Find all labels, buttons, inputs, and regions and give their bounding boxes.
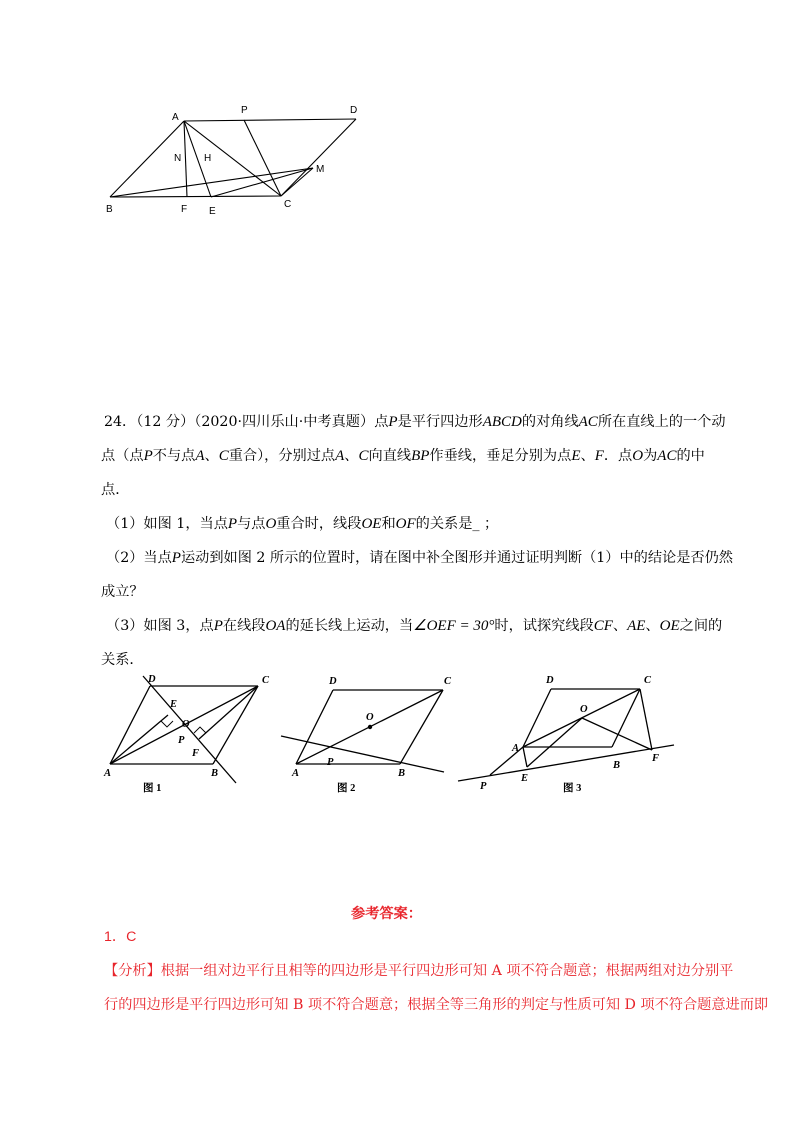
analysis-line-2: 行的四边形是平行四边形可知 B 项不符合题意；根据全等三角形的判定与性质可知 D 项不符合题意进而即 (104, 997, 769, 1013)
label-C: C (284, 199, 292, 210)
q24-text: 之间的 (679, 618, 723, 634)
q24-text: 向直线 (368, 448, 412, 464)
math-var: AE (627, 618, 646, 634)
label-B: B (106, 204, 113, 215)
answer-item-1: 1．C (104, 929, 137, 945)
fig3-OF (582, 718, 652, 750)
fig3-label-C: C (644, 675, 652, 686)
math-var: P (171, 550, 181, 566)
q24-text: 为 (643, 448, 658, 464)
fig2-label-C: C (444, 676, 452, 687)
label-P: P (241, 105, 248, 116)
q24-text: 的延长线上运动，当 (285, 618, 414, 634)
fig1-right-angle-E (161, 721, 173, 727)
seg-BM (110, 168, 313, 197)
analysis-line-1: 【分析】根据一组对边平行且相等的四边形是平行四边形可知 A 项不符合题意；根据两组对边分别平 (104, 963, 734, 979)
label-D: D (350, 105, 358, 116)
figure-1 (103, 674, 270, 794)
q24-text: 的中 (676, 448, 705, 464)
fig3-label-E: E (521, 773, 529, 784)
fig2-point-O (368, 725, 372, 729)
fig3-label-D: D (546, 675, 554, 686)
math-var: OA (265, 618, 286, 634)
math-var: O (632, 448, 644, 464)
math-var: C (358, 448, 369, 464)
figure-2 (281, 676, 452, 794)
seg-PC (244, 120, 281, 196)
label-N: N (174, 153, 182, 164)
fig3-label-B: B (613, 760, 621, 771)
math-var: A (195, 448, 205, 464)
fig1-label-C: C (262, 675, 270, 686)
q24-text: 运动到如图 2 所示的位置时，请在图中补全图形并通过证明判断（1）中的结论是否仍然 (180, 550, 733, 566)
q24-text: 时，试探究线段 (494, 618, 594, 634)
fig1-AE (110, 715, 168, 764)
q24-sub2b: 成立？ (101, 584, 144, 600)
fig2-label-D: D (329, 676, 337, 687)
math-var: O (265, 516, 277, 532)
fig1-label-D: D (148, 674, 156, 685)
math-var: C (218, 448, 229, 464)
fig1-AD (110, 686, 150, 764)
fig1-label-B: B (211, 768, 219, 779)
fig3-label-P: P (480, 781, 487, 792)
q24-sub3a (106, 616, 722, 636)
label-H: H (204, 153, 212, 164)
fig1-label-F: F (192, 748, 200, 759)
q24-text: 作垂线，垂足分别为点 (429, 448, 572, 464)
question-24 (101, 412, 733, 668)
q24-text: （1）如图 1，当点 (106, 516, 228, 532)
figure-3 (458, 675, 674, 794)
q24-text: 在线段 (222, 618, 266, 634)
q24-text: ．点 (603, 448, 633, 464)
q24-sub1 (106, 514, 498, 534)
q24-text: 重合），分别过点 (228, 448, 336, 464)
fig3-AD (523, 689, 551, 747)
figures-row (0, 670, 800, 810)
q24-text: 、 (204, 448, 219, 464)
math-var: AC (578, 414, 598, 430)
q24-text: 点 (374, 414, 389, 430)
math-expression: ∠OEF = 30° (413, 618, 495, 634)
q24-source: （2020·四川乐山·中考真题） (194, 414, 375, 430)
q24-text: 、 (580, 448, 595, 464)
fig2-BP-line (281, 736, 444, 772)
fig3-caption: 图 3 (563, 783, 582, 794)
q24-line1 (104, 412, 726, 432)
fig2-AD (296, 690, 333, 764)
fig1-label-P: P (178, 735, 185, 746)
q24-sub2a (106, 548, 733, 568)
label-E: E (209, 206, 216, 217)
q24-text: 是平行四边形 (397, 414, 483, 430)
q24-text: 、 (645, 618, 660, 634)
math-var: BP (411, 448, 430, 464)
math-var: OE (659, 618, 680, 634)
fig3-OE (527, 718, 582, 767)
math-var: CF (593, 618, 613, 634)
fig2-label-P: P (327, 757, 334, 768)
q24-text: （2）当点 (106, 550, 172, 566)
fig1-caption: 图 1 (143, 783, 162, 794)
fig2-label-A: A (292, 768, 300, 779)
top-geometry-figure (0, 0, 800, 230)
math-var: P (388, 414, 398, 430)
seg-BC (110, 196, 281, 197)
q24-text: 重合时，线段 (276, 516, 362, 532)
answers-title: 参考答案： (351, 906, 422, 922)
fig3-label-O: O (580, 704, 588, 715)
fig3-CF (640, 689, 652, 750)
q24-text: 点（点 (101, 448, 144, 464)
q24-text: 和 (381, 516, 396, 532)
math-var: P (213, 618, 223, 634)
fig1-label-O: O (182, 719, 190, 730)
fig3-label-F: F (652, 753, 660, 764)
q24-text: 的关系是_ ； (415, 516, 499, 532)
fig1-right-angle-F (194, 727, 206, 733)
q24-text: 与点 (237, 516, 266, 532)
fig2-label-O: O (366, 712, 374, 723)
math-var: AC (657, 448, 677, 464)
math-var: OE (361, 516, 382, 532)
q24-score: （12 分） (136, 414, 195, 430)
math-var: ABCD (482, 414, 522, 430)
math-var: P (143, 448, 153, 464)
label-F: F (181, 204, 188, 215)
label-A: A (172, 112, 179, 123)
seg-EM (211, 168, 313, 197)
math-var: E (571, 448, 581, 464)
fig3-PB-line (458, 745, 674, 781)
math-var: A (335, 448, 345, 464)
label-M: M (316, 164, 325, 175)
q24-text: （3）如图 3，点 (106, 618, 214, 634)
fig2-label-B: B (398, 768, 406, 779)
seg-DC (281, 119, 356, 196)
q24-text: 所在直线上的一个动 (597, 414, 726, 430)
fig2-caption: 图 2 (337, 783, 356, 794)
fig3-AE (523, 747, 527, 767)
seg-AD (184, 119, 356, 121)
q24-text: 、 (344, 448, 359, 464)
q24-line3: 点． (101, 482, 130, 498)
q24-sub3b: 关系． (101, 652, 144, 668)
q24-line2 (101, 446, 705, 466)
fig1-label-E: E (170, 699, 178, 710)
q24-text: 不与点 (152, 448, 196, 464)
math-var: OF (395, 516, 416, 532)
math-var: P (227, 516, 238, 532)
q24-text: 、 (612, 618, 628, 634)
fig3-label-A: A (512, 743, 520, 754)
q24-number: 24． (104, 414, 137, 430)
math-var: F (594, 448, 604, 464)
fig1-label-A: A (104, 768, 112, 779)
seg-AB (110, 121, 184, 197)
q24-text: 的对角线 (521, 414, 579, 430)
